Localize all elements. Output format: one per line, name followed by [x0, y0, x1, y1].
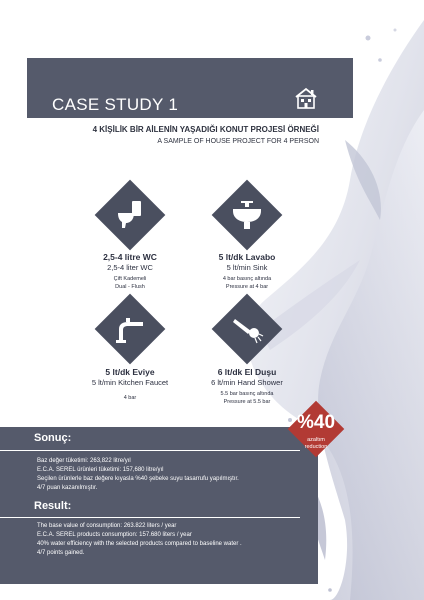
fixture-note-line: Pressure at 4 bar [225, 283, 269, 290]
subtitle-english: A SAMPLE OF HOUSE PROJECT FOR 4 PERSON [157, 138, 319, 145]
fixture-note-line: 4 bar [123, 395, 137, 401]
fixture-note [70, 395, 190, 403]
reduction-percent: %40 [296, 412, 336, 433]
fixture-subtitle: 5 lt/min Sink [226, 263, 268, 272]
fixture-subtitle: 2,5-4 liter WC [107, 263, 153, 272]
hand-shower-icon [227, 309, 267, 349]
divider [0, 517, 300, 518]
reduction-label-en: reduction [304, 443, 328, 450]
fixture-sink [187, 252, 307, 291]
toilet-icon [110, 195, 150, 235]
house-icon [293, 86, 319, 110]
faucet-icon [110, 309, 150, 349]
subtitle-turkish: 4 KİŞİLİK BİR AİLENİN YAŞADIĞI KONUT PROJESİ ÖRNEĞİ [92, 125, 319, 134]
fixture-note-line: Dual - Flush [115, 283, 145, 290]
result-line: 4/7 puan kazanılmıştır. [37, 485, 98, 491]
fixture-note-line: Çift Kademeli [113, 276, 147, 282]
result-line: 40% water efficiency with the selected products compared to baseline water . [37, 541, 242, 547]
fixture-note [187, 391, 307, 406]
fixture-title: 6 lt/dk El Duşu [217, 367, 277, 377]
divider [0, 450, 300, 451]
sink-icon [227, 195, 267, 235]
result-heading-turkish: Sonuç: [34, 432, 72, 444]
reduction-label [295, 437, 337, 450]
fixture-note-line: 4 bar basınç altında [222, 276, 272, 282]
reduction-label-tr: azaltım [307, 437, 325, 443]
result-line: E.C.A. SEREL ürünleri tüketimi: 157,680 litre/yıl [37, 467, 164, 473]
fixture-title: 5 lt/dk Eviye [105, 367, 155, 377]
fixture-wc [70, 252, 190, 291]
fixture-kitchen-faucet [70, 367, 190, 403]
result-line: Seçilen ürünlerle baz değere kıyasla %40 şebeke suyu tasarrufu yapılmıştır. [37, 476, 239, 482]
result-line: 4/7 points gained. [37, 550, 85, 556]
result-line: Baz değer tüketimi: 263,822 litre/yıl [37, 458, 131, 464]
fixture-note-line: 5.5 bar basınç altında [220, 391, 274, 397]
fixture-note [187, 276, 307, 291]
fixture-title: 2,5-4 litre WC [103, 252, 157, 262]
fixture-hand-shower [187, 367, 307, 406]
result-heading-english: Result: [34, 500, 72, 512]
fixture-subtitle: 5 lt/min Kitchen Faucet [91, 378, 169, 387]
fixture-subtitle: 6 lt/min Hand Shower [211, 378, 283, 387]
result-line: The base value of consumption: 263.822 liters / year [37, 523, 177, 529]
fixture-title: 5 lt/dk Lavabo [218, 252, 276, 262]
fixture-note-line: Pressure at 5.5 bar [223, 398, 271, 405]
result-line: E.C.A. SEREL products consumption: 157.680 liters / year [37, 532, 192, 538]
page-title: CASE STUDY 1 [52, 95, 179, 114]
fixture-note [70, 276, 190, 291]
